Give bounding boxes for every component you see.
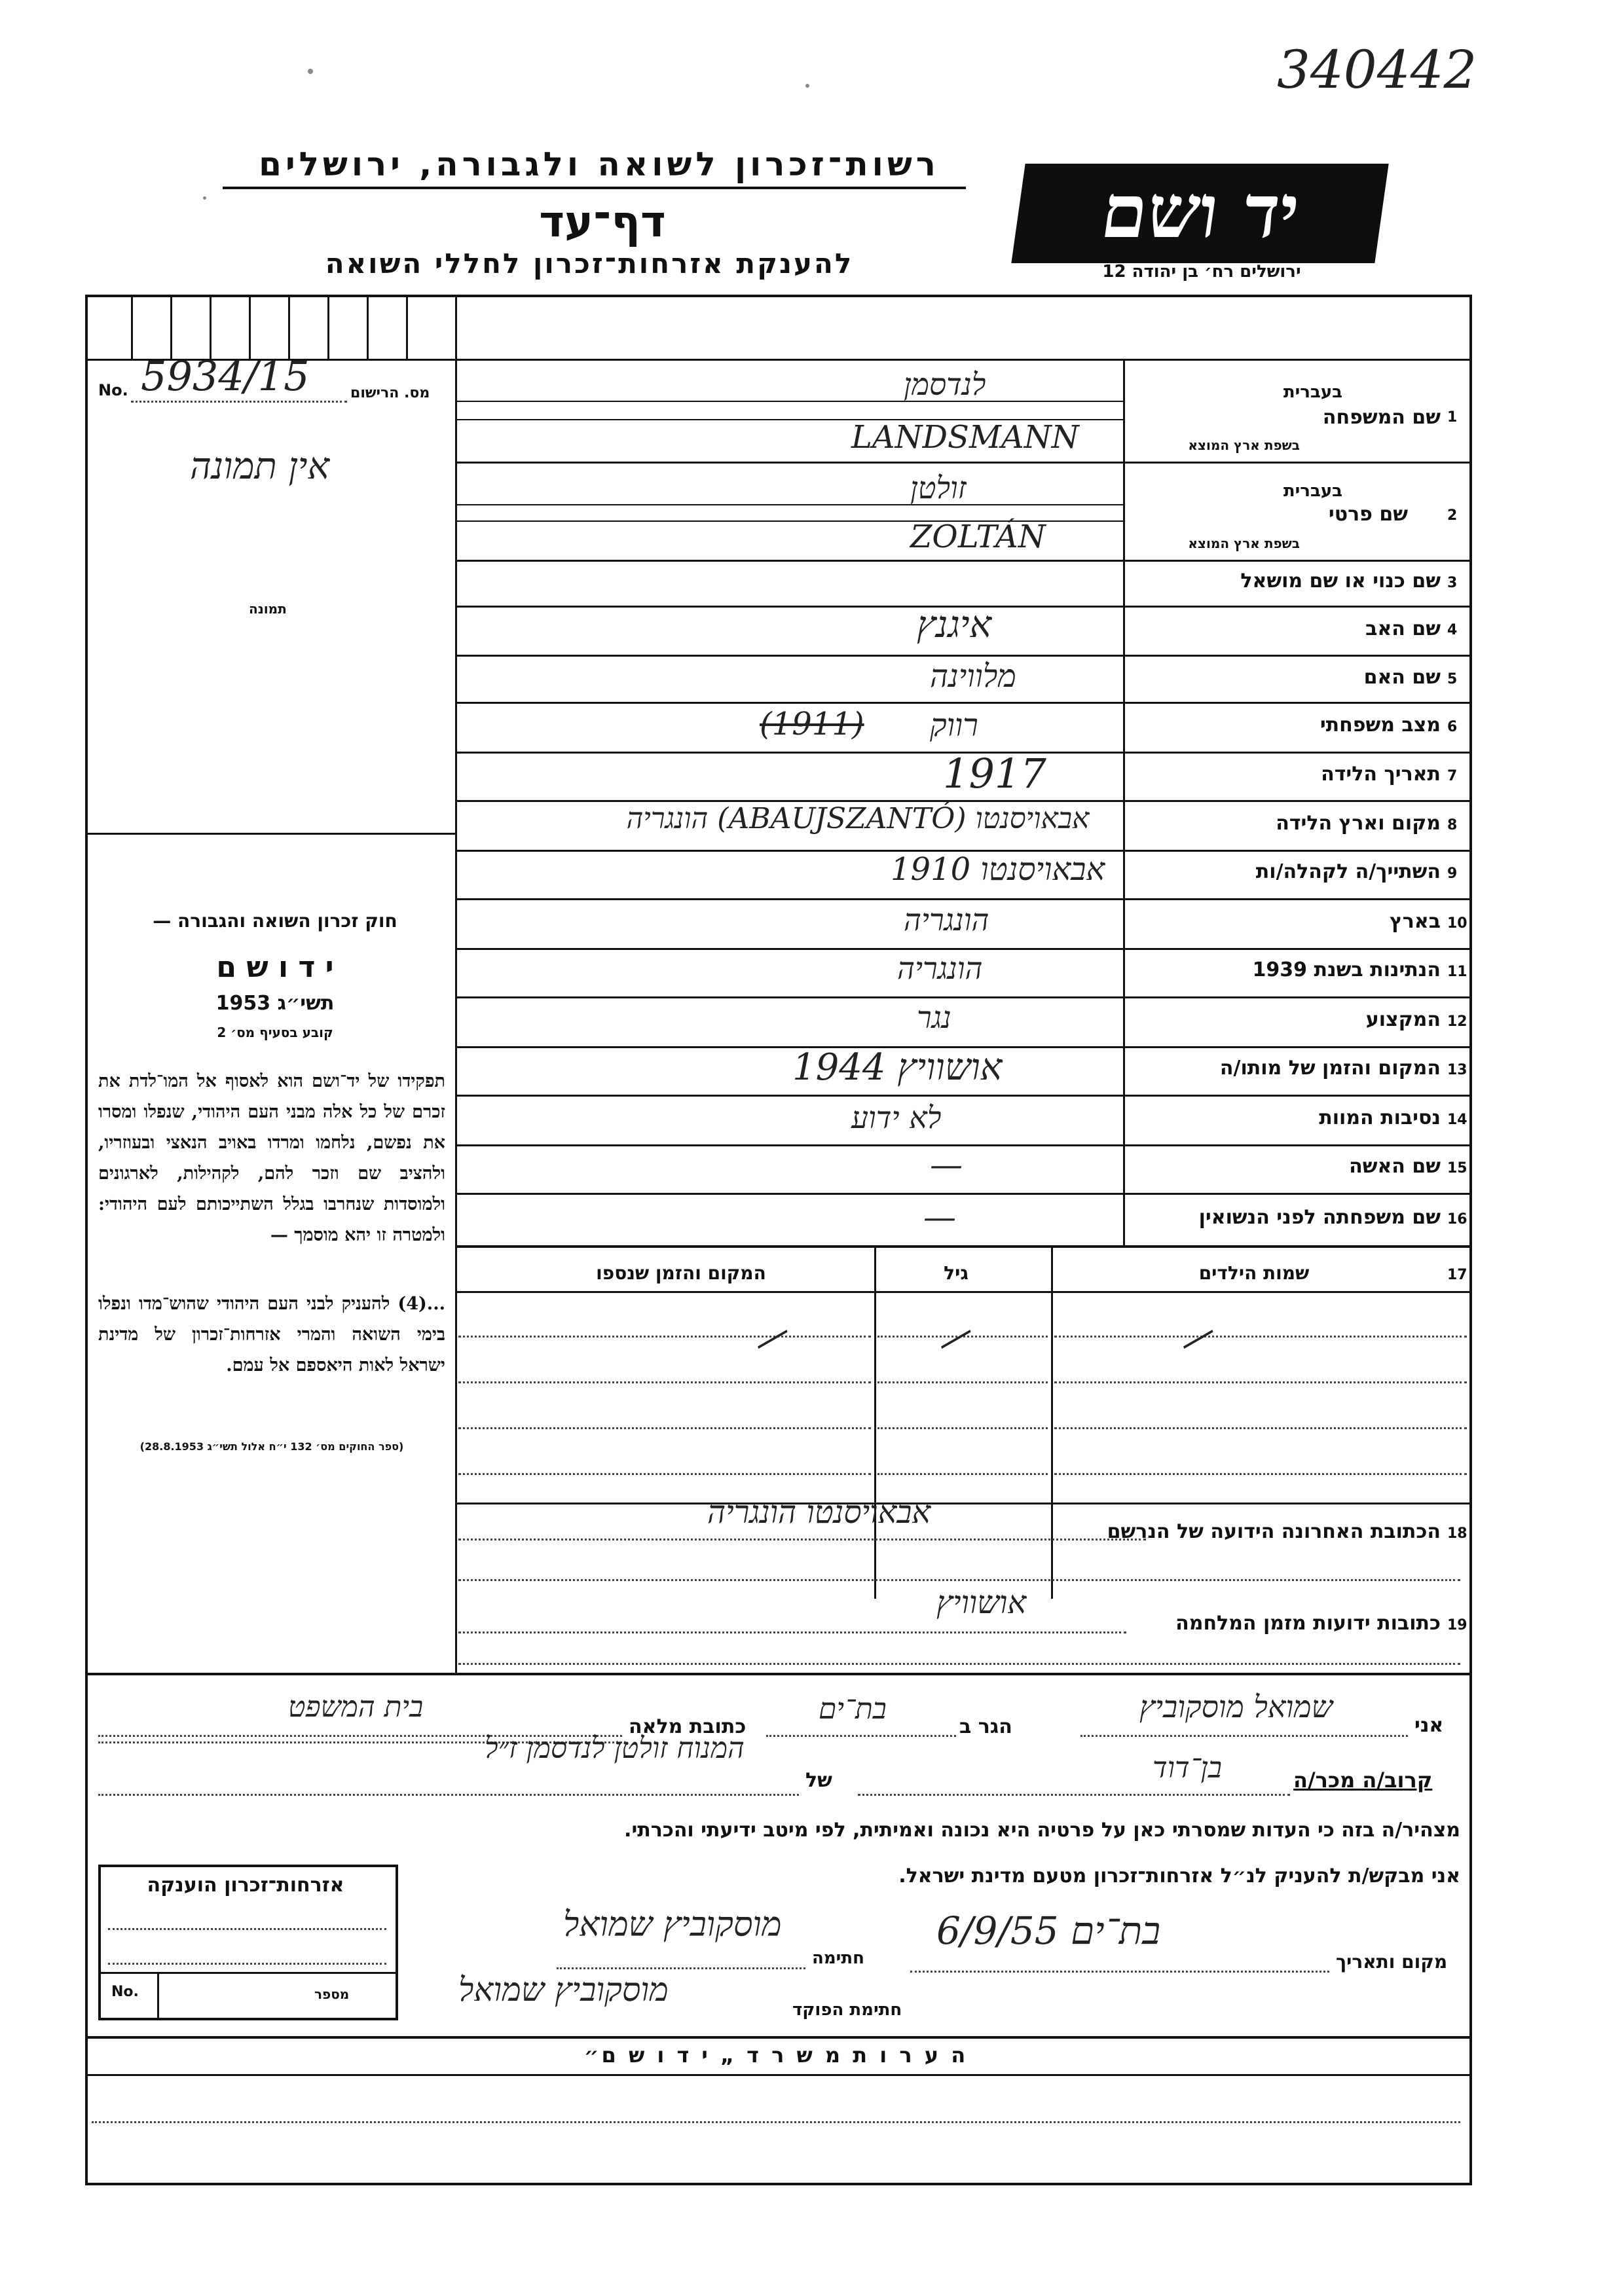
field-11-num: 11 bbox=[1447, 964, 1467, 980]
small-box-divider bbox=[406, 295, 408, 359]
declarant-name: שמואל מוסקוביץ bbox=[1139, 1689, 1333, 1724]
field-14-num: 14 bbox=[1447, 1112, 1467, 1128]
field-7-label: תאריך הלידה bbox=[1321, 763, 1441, 786]
field-8-value: אבאויסנטו (ABAUJSZANTÓ) הונגריה bbox=[626, 802, 1090, 835]
relation-line bbox=[858, 1794, 1290, 1796]
citizenship-no-divider bbox=[157, 1972, 159, 2020]
field-10-num: 10 bbox=[1447, 915, 1467, 932]
row-line bbox=[455, 462, 1469, 464]
no-label: No. bbox=[98, 381, 128, 399]
signature-line bbox=[557, 1967, 805, 1969]
field-16-label: שם משפחתה לפני הנשואין bbox=[1198, 1206, 1441, 1229]
registration-number: 5934/15 bbox=[141, 352, 310, 400]
statement-2: אני מבקש/ת להעניק לנ״ל אזרחות־זכרון מטעם מדינת ישראל. bbox=[898, 1865, 1460, 1887]
row-line bbox=[455, 560, 1469, 562]
field-9-num: 9 bbox=[1447, 866, 1458, 882]
small-box-divider bbox=[367, 295, 369, 359]
field-4-num: 4 bbox=[1447, 622, 1458, 638]
law-name: י ד ו ש ם bbox=[216, 951, 334, 984]
field-5-label: שם האם bbox=[1363, 666, 1441, 689]
field-19-line-2 bbox=[458, 1663, 1460, 1665]
field-18-value: אבאויסנטו הונגריה bbox=[707, 1494, 931, 1531]
officer-signature: מוסקוביץ שמואל bbox=[458, 1971, 669, 2009]
children-col-divider bbox=[1051, 1245, 1053, 1599]
field-3-label: שם כנוי או שם מושאל bbox=[1240, 570, 1441, 592]
field-2-value-hebrew: זולטן bbox=[910, 470, 967, 505]
field-6-label: מצב משפחתי bbox=[1320, 714, 1441, 737]
row-line bbox=[455, 898, 1469, 900]
scan-speck bbox=[308, 69, 313, 74]
relation-value: בן־דוד bbox=[1153, 1751, 1222, 1785]
field-1-label: שם המשפחה bbox=[1322, 406, 1441, 429]
law-clause: קובע בסעיף מס׳ 2 bbox=[217, 1025, 333, 1040]
address-label: כתובת מלאה bbox=[629, 1715, 747, 1738]
field-19-line bbox=[458, 1631, 1126, 1633]
field-10-value: הונגריה bbox=[904, 902, 989, 938]
archive-number: 340442 bbox=[1277, 39, 1477, 100]
field-14-label: נסיבות המוות bbox=[1319, 1106, 1441, 1129]
small-box-divider bbox=[249, 295, 251, 359]
photo-label: תמונה bbox=[249, 601, 287, 617]
field-18-label: הכתובת האחרונה הידועה של הנרשם bbox=[1107, 1520, 1441, 1543]
footer-bottom-line bbox=[85, 2074, 1469, 2076]
scan-speck bbox=[203, 196, 206, 200]
row-line bbox=[455, 702, 1469, 704]
field-10-label: בארץ bbox=[1389, 910, 1441, 933]
field-9-label: השתייך/ה לקהלה/ות bbox=[1255, 860, 1441, 883]
field-16-num: 16 bbox=[1447, 1211, 1467, 1228]
law-year: תשי״ג 1953 bbox=[215, 992, 335, 1015]
field-17-num: 17 bbox=[1447, 1267, 1467, 1283]
children-col-place: המקום והזמן שנספו bbox=[596, 1262, 766, 1284]
law-title: חוק זכרון השואה והגבורה — bbox=[153, 910, 397, 932]
field-7-num: 7 bbox=[1447, 768, 1458, 784]
field-5-value: מלווינה bbox=[930, 658, 1016, 695]
lives-in-label: הגר ב bbox=[959, 1715, 1012, 1738]
row-line bbox=[455, 1245, 1469, 1248]
children-col-divider bbox=[874, 1245, 876, 1599]
field-12-num: 12 bbox=[1447, 1013, 1467, 1030]
children-row-line bbox=[1054, 1427, 1467, 1429]
footer-top-line bbox=[85, 2036, 1469, 2039]
field-16-value: — bbox=[923, 1198, 956, 1236]
authority-underline bbox=[223, 187, 966, 189]
declarant-city-line bbox=[766, 1735, 956, 1737]
field-19-label: כתובות ידועות מזמן המלחמה bbox=[1175, 1612, 1441, 1635]
field-2-label: שם פרטי bbox=[1328, 503, 1408, 526]
field-11-label: הנתינות בשנת 1939 bbox=[1252, 958, 1441, 981]
reg-label: מס. הרישום bbox=[350, 385, 430, 401]
children-place-dash: — bbox=[745, 1309, 798, 1365]
law-paragraph-2: ...(4) להעניק לבני העם היהודי שהוש־מדו ונפלו בימי השואה והמרי אזרחות־זכרון של מדינת ישראל לאות היאספם אל עמם. bbox=[98, 1294, 445, 1376]
small-box-divider bbox=[131, 295, 133, 359]
row-line bbox=[455, 401, 1123, 402]
law-citation: (ספר החוקים מס׳ 132 י״ח אלול תשי״ג 28.8.1953) bbox=[139, 1440, 404, 1453]
children-col-age: גיל bbox=[944, 1262, 969, 1284]
notes-line bbox=[92, 2121, 1460, 2123]
field-1-sub-hebrew: בעברית bbox=[1283, 382, 1342, 402]
yad-vashem-logo bbox=[1011, 164, 1388, 263]
field-4-label: שם האב bbox=[1365, 617, 1441, 640]
field-1-value-origin: LANDSMANN bbox=[851, 419, 1079, 456]
statement-1: מצהיר/ה בזה כי העדות שמסרתי כאן על פרטיה היא נכונה ואמיתית, לפי מיטב ידיעתי והכרתי. bbox=[624, 1819, 1460, 1842]
place-date-label: מקום ותאריך bbox=[1336, 1951, 1448, 1973]
field-6-struck-value: (1911) bbox=[760, 706, 864, 742]
small-box-divider bbox=[288, 295, 290, 359]
field-14-value: לא ידוע bbox=[851, 1100, 942, 1135]
authority-title: רשות־זכרון לשואה ולגבורה, ירושלים bbox=[259, 145, 940, 183]
citizenship-divider bbox=[98, 1972, 398, 1974]
children-row-line bbox=[1054, 1336, 1467, 1338]
deceased-reference: המנוח זולטן לנדסמן ז״ל bbox=[485, 1732, 745, 1765]
field-19-value: אושוויץ bbox=[936, 1584, 1027, 1621]
photo-note: אין תמונה bbox=[190, 445, 330, 488]
photo-box-bottom bbox=[85, 833, 455, 835]
field-2-sub-hebrew: בעברית bbox=[1283, 481, 1342, 501]
label-column-divider bbox=[1123, 359, 1125, 1246]
field-15-value: — bbox=[930, 1146, 963, 1184]
citizenship-line bbox=[108, 1928, 386, 1930]
field-1-sub-origin: בשפת ארץ המוצא bbox=[1188, 437, 1300, 453]
field-15-num: 15 bbox=[1447, 1160, 1467, 1176]
field-3-num: 3 bbox=[1447, 575, 1458, 591]
field-5-num: 5 bbox=[1447, 671, 1458, 687]
children-row-line bbox=[877, 1427, 1048, 1429]
children-row-line bbox=[458, 1427, 871, 1429]
citizenship-no-label: No. bbox=[111, 1984, 139, 2000]
signature-label: חתימה bbox=[812, 1948, 864, 1968]
citizenship-number-label: מספר bbox=[314, 1986, 350, 2002]
field-2-value-origin: ZOLTÁN bbox=[910, 519, 1046, 555]
declarant-city: בת־ים bbox=[819, 1692, 887, 1726]
children-row-line bbox=[458, 1381, 871, 1383]
footer-notes: ה ע ר ו ת מ ש ר ד „ י ד ו ש ם״ bbox=[583, 2043, 969, 2068]
place-date-value: בת־ים 6/9/55 bbox=[936, 1908, 1161, 1953]
row-line bbox=[455, 655, 1469, 657]
law-paragraph-1: תפקידו של יד־ושם הוא לאסוף אל המו־לדת את זכרם של כל אלה מבני העם היהודי, שנפלו ומסרו את נפשם, נלחמו ומרדו באויב הנאצי ובעוזריו, ולהציב שם וזכר להם, לקהילות, לארגונים ולמוסדות שנחרבו בגלל השתייכותם לעם היהודי: ולמטרה זו יהא מוסמך — bbox=[98, 1071, 445, 1245]
officer-signature-label: חתימת הפוקד bbox=[792, 2000, 902, 2020]
field-2-sub-origin: בשפת ארץ המוצא bbox=[1188, 536, 1300, 551]
of-label: של bbox=[805, 1769, 832, 1792]
form-subtitle: להענקת אזרחות־זכרון לחללי השואה bbox=[325, 247, 854, 280]
field-18-num: 18 bbox=[1447, 1525, 1467, 1542]
field-13-label: המקום והזמן של מותו/ה bbox=[1219, 1057, 1441, 1080]
children-row-line bbox=[877, 1381, 1048, 1383]
address: ירושלים רח׳ בן יהודה 12 bbox=[1102, 262, 1301, 282]
field-12-value: נגר bbox=[917, 1000, 951, 1035]
field-6-num: 6 bbox=[1447, 719, 1458, 735]
declarant-address: בית המשפט bbox=[288, 1690, 424, 1724]
left-column-divider bbox=[455, 295, 457, 1673]
deceased-reference-line bbox=[98, 1794, 799, 1796]
children-header-line bbox=[455, 1291, 1469, 1293]
field-18-line bbox=[458, 1539, 1146, 1540]
children-table-bottom bbox=[455, 1503, 1469, 1504]
field-13-value: אושוויץ 1944 bbox=[792, 1046, 1003, 1089]
field-7-value: 1917 bbox=[943, 750, 1046, 797]
field-2-num: 2 bbox=[1447, 507, 1458, 524]
field-12-label: המקצוע bbox=[1365, 1008, 1441, 1031]
field-15-label: שם האשה bbox=[1349, 1155, 1441, 1178]
children-row-line bbox=[458, 1473, 871, 1475]
field-1-num: 1 bbox=[1447, 409, 1458, 426]
declaration-ani: אני bbox=[1414, 1714, 1444, 1737]
small-box-divider bbox=[170, 295, 172, 359]
field-13-num: 13 bbox=[1447, 1062, 1467, 1078]
declaration-top-line bbox=[85, 1673, 1469, 1675]
children-col-names: שמות הילדים bbox=[1198, 1262, 1310, 1284]
relative-label: קרוב/ה מכר/ה bbox=[1293, 1768, 1433, 1793]
field-19-num: 19 bbox=[1447, 1617, 1467, 1633]
small-box-divider bbox=[210, 295, 212, 359]
field-6-value: רווק bbox=[930, 707, 978, 744]
row-line bbox=[455, 996, 1469, 998]
field-9-value: אבאויסנטו 1910 bbox=[891, 851, 1105, 888]
reg-dotted-line bbox=[131, 401, 347, 403]
children-row-line bbox=[1054, 1473, 1467, 1475]
children-row-line bbox=[877, 1473, 1048, 1475]
field-1-value-hebrew: לנדסמן bbox=[904, 367, 986, 402]
field-8-num: 8 bbox=[1447, 817, 1458, 833]
row-line bbox=[455, 948, 1469, 950]
declarant-name-line bbox=[1080, 1735, 1408, 1737]
place-date-line bbox=[910, 1971, 1329, 1973]
field-18-line-2 bbox=[458, 1579, 1460, 1581]
scan-speck bbox=[805, 84, 809, 88]
citizenship-line bbox=[108, 1963, 386, 1965]
small-box-divider bbox=[327, 295, 329, 359]
children-row-line bbox=[1054, 1381, 1467, 1383]
field-8-label: מקום וארץ הלידה bbox=[1276, 812, 1441, 835]
children-names-dash: — bbox=[1170, 1309, 1224, 1365]
row-line bbox=[455, 1193, 1469, 1195]
form-title: דף־עד bbox=[539, 196, 666, 247]
declarant-signature: מוסקוביץ שמואל bbox=[563, 1905, 782, 1944]
children-row-line bbox=[458, 1336, 871, 1338]
row-line bbox=[455, 504, 1123, 505]
field-4-value: איגנץ bbox=[917, 604, 992, 646]
row-line bbox=[455, 1095, 1469, 1097]
children-age-dash: — bbox=[928, 1309, 982, 1365]
citizenship-title: אזרחות־זכרון הוענקה bbox=[147, 1874, 344, 1897]
field-11-value: הונגריה bbox=[897, 951, 983, 986]
logo-text: יד ושם bbox=[1096, 169, 1305, 255]
